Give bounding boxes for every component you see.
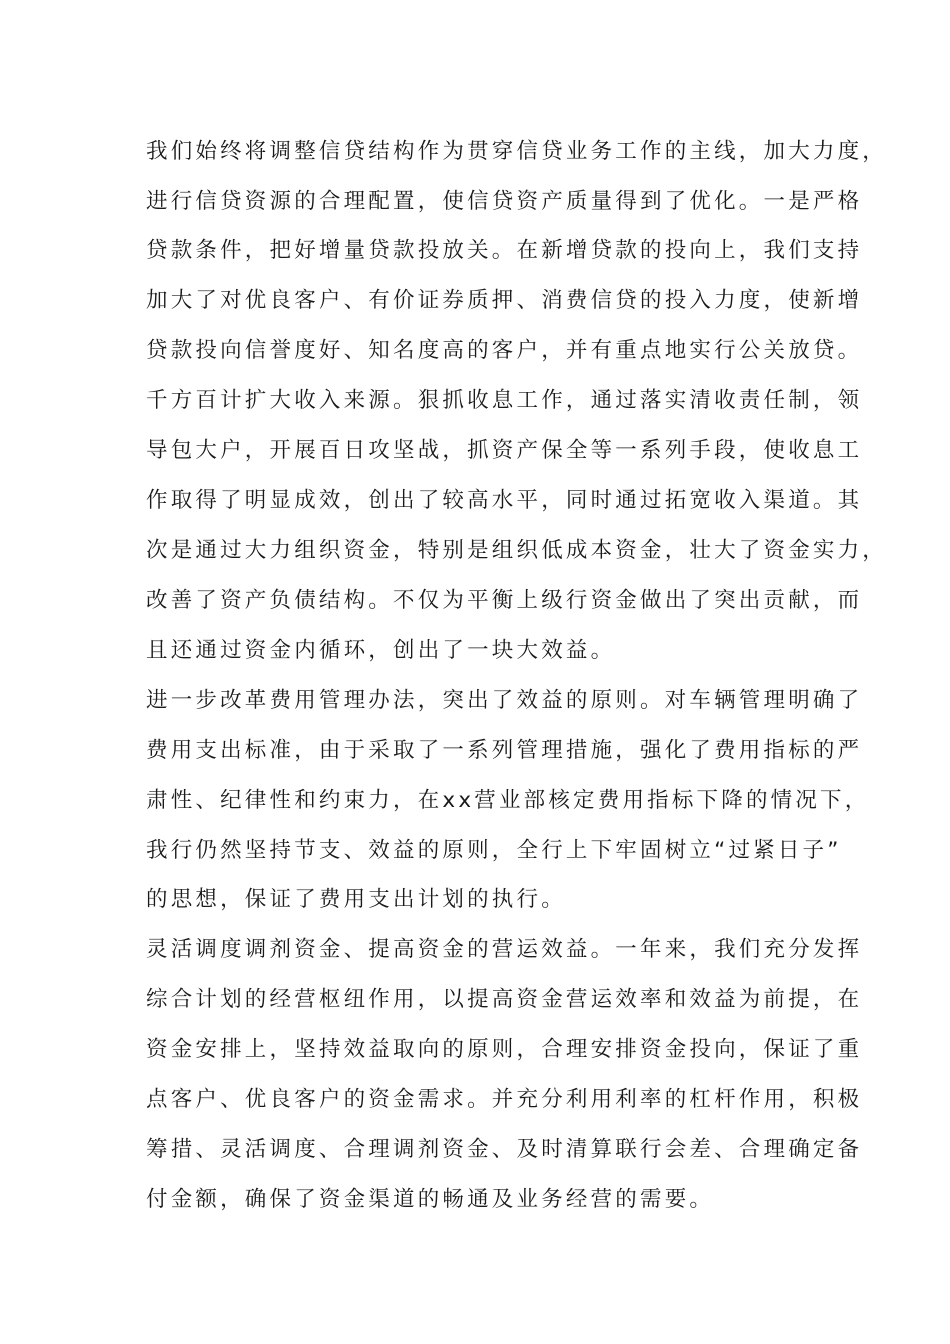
text-line: 次是通过大力组织资金，特别是组织低成本资金，壮大了资金实力， bbox=[146, 538, 888, 563]
text-line: 贷款投向信誉度好、知名度高的客户，并有重点地实行公关放贷。 bbox=[146, 338, 863, 363]
text-line: 改善了资产负债结构。不仅为平衡上级行资金做出了突出贡献，而 bbox=[146, 588, 863, 613]
text-line: 进行信贷资源的合理配置，使信贷资产质量得到了优化。一是严格 bbox=[146, 189, 863, 214]
text-line: 且还通过资金内循环，创出了一块大效益。 bbox=[146, 638, 616, 663]
text-line: 进一步改革费用管理办法，突出了效益的原则。对车辆管理明确了 bbox=[146, 688, 863, 713]
text-line: 导包大户，开展百日攻坚战，抓资产保全等一系列手段，使收息工 bbox=[146, 438, 863, 463]
text-line: 筹措、灵活调度、合理调剂资金、及时清算联行会差、合理确定备 bbox=[146, 1137, 863, 1162]
text-line: 资金安排上，坚持效益取向的原则，合理安排资金投向，保证了重 bbox=[146, 1037, 863, 1062]
text-line: 的思想，保证了费用支出计划的执行。 bbox=[146, 887, 566, 912]
text-line: 我们始终将调整信贷结构作为贯穿信贷业务工作的主线，加大力度， bbox=[146, 139, 888, 164]
text-line: 贷款条件，把好增量贷款投放关。在新增贷款的投向上，我们支持 bbox=[146, 238, 863, 263]
text-line: 点客户、优良客户的资金需求。并充分利用利率的杠杆作用，积极 bbox=[146, 1087, 863, 1112]
text-line: 付金额，确保了资金渠道的畅通及业务经营的需要。 bbox=[146, 1187, 715, 1212]
text-line: 千方百计扩大收入来源。狠抓收息工作，通过落实清收责任制，领 bbox=[146, 388, 863, 413]
text-line: 综合计划的经营枢纽作用，以提高资金营运效率和效益为前提，在 bbox=[146, 987, 863, 1012]
text-line: 灵活调度调剂资金、提高资金的营运效益。一年来，我们充分发挥 bbox=[146, 937, 863, 962]
text-line: 费用支出标准，由于采取了一系列管理措施，强化了费用指标的严 bbox=[146, 738, 863, 763]
text-line: 肃性、纪律性和约束力，在xx营业部核定费用指标下降的情况下， bbox=[146, 788, 870, 813]
text-line: 作取得了明显成效，创出了较高水平，同时通过拓宽收入渠道。其 bbox=[146, 488, 863, 513]
text-line: 我行仍然坚持节支、效益的原则，全行上下牢固树立“过紧日子” bbox=[146, 838, 842, 863]
text-line: 加大了对优良客户、有价证券质押、消费信贷的投入力度，使新增 bbox=[146, 288, 863, 313]
